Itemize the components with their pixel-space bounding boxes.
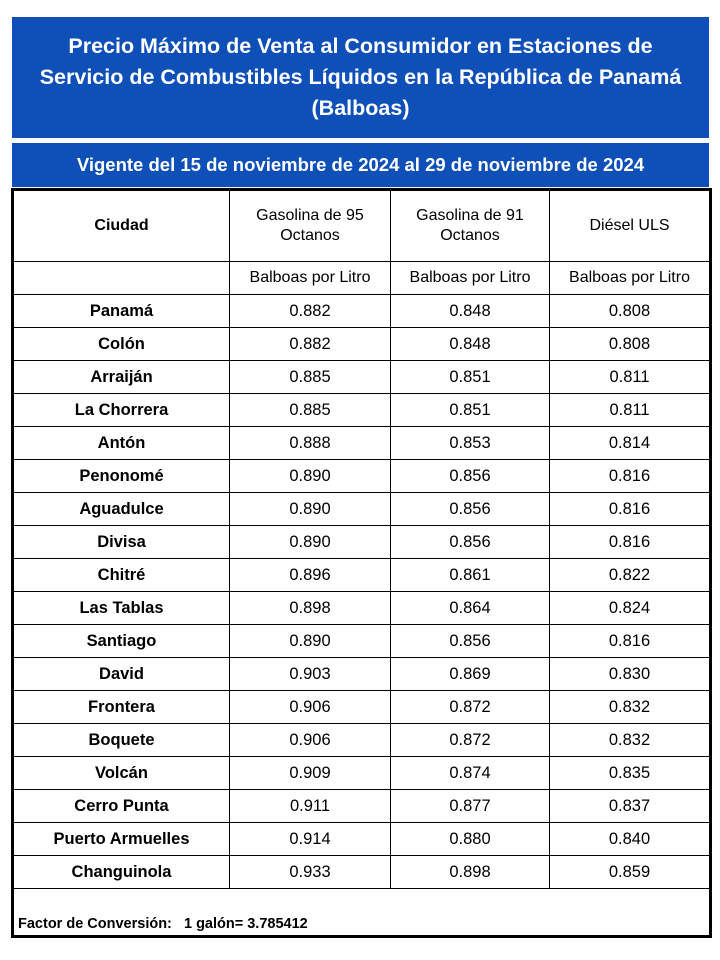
city-cell: Aguadulce [13, 493, 230, 526]
price-cell-diesel: 0.811 [550, 361, 711, 394]
table-body [13, 295, 711, 937]
price-cell-gas95: 0.890 [230, 625, 391, 658]
column-header-city: Ciudad [13, 190, 230, 262]
table-row [13, 757, 711, 790]
table-row [13, 295, 711, 328]
column-header-diesel: Diésel ULS [550, 190, 711, 262]
city-cell: Panamá [13, 295, 230, 328]
table-row [13, 559, 711, 592]
price-cell-diesel: 0.840 [550, 823, 711, 856]
price-cell-diesel: 0.837 [550, 790, 711, 823]
price-cell-gas91: 0.880 [391, 823, 550, 856]
price-cell-diesel: 0.822 [550, 559, 711, 592]
price-cell-diesel: 0.859 [550, 856, 711, 889]
price-cell-diesel: 0.832 [550, 691, 711, 724]
price-cell-gas91: 0.848 [391, 328, 550, 361]
price-cell-gas91: 0.856 [391, 625, 550, 658]
price-cell-gas91: 0.869 [391, 658, 550, 691]
city-cell: Colón [13, 328, 230, 361]
table-row [13, 328, 711, 361]
price-cell-gas95: 0.906 [230, 724, 391, 757]
price-cell-gas91: 0.856 [391, 460, 550, 493]
price-cell-gas91: 0.851 [391, 361, 550, 394]
price-cell-gas95: 0.882 [230, 295, 391, 328]
city-cell: Puerto Armuelles [13, 823, 230, 856]
table-row [13, 361, 711, 394]
price-cell-gas91: 0.872 [391, 724, 550, 757]
table-units-row [13, 262, 711, 295]
title-banner [12, 17, 709, 138]
price-cell-gas95: 0.906 [230, 691, 391, 724]
price-cell-diesel: 0.816 [550, 460, 711, 493]
validity-period: Vigente del 15 de noviembre de 2024 al 29 de noviembre de 2024 [76, 154, 645, 175]
table-row [13, 823, 711, 856]
column-header-gas95: Gasolina de 95 Octanos [230, 190, 391, 262]
price-cell-diesel: 0.832 [550, 724, 711, 757]
price-cell-gas95: 0.888 [230, 427, 391, 460]
price-cell-gas95: 0.885 [230, 394, 391, 427]
price-cell-diesel: 0.824 [550, 592, 711, 625]
price-cell-gas95: 0.890 [230, 460, 391, 493]
city-cell: Penonomé [13, 460, 230, 493]
price-cell-gas95: 0.882 [230, 328, 391, 361]
price-cell-gas95: 0.911 [230, 790, 391, 823]
price-cell-gas91: 0.861 [391, 559, 550, 592]
city-cell: Chitré [13, 559, 230, 592]
price-cell-gas91: 0.851 [391, 394, 550, 427]
price-table-container [11, 188, 709, 938]
price-cell-diesel: 0.811 [550, 394, 711, 427]
price-cell-gas91: 0.853 [391, 427, 550, 460]
price-cell-gas91: 0.877 [391, 790, 550, 823]
table-row [13, 724, 711, 757]
city-cell: Frontera [13, 691, 230, 724]
price-cell-diesel: 0.835 [550, 757, 711, 790]
price-cell-diesel: 0.808 [550, 295, 711, 328]
price-cell-gas91: 0.872 [391, 691, 550, 724]
unit-cell-gas91: Balboas por Litro [391, 262, 550, 295]
table-row [13, 625, 711, 658]
price-cell-gas91: 0.848 [391, 295, 550, 328]
footer-spacer-cell [13, 889, 711, 907]
price-cell-gas91: 0.856 [391, 493, 550, 526]
price-cell-gas91: 0.864 [391, 592, 550, 625]
conversion-factor-note: Factor de Conversión: 1 galón= 3.785412 [13, 907, 711, 937]
price-cell-gas95: 0.885 [230, 361, 391, 394]
city-cell: Divisa [13, 526, 230, 559]
city-cell: Cerro Punta [13, 790, 230, 823]
price-cell-gas95: 0.890 [230, 526, 391, 559]
price-cell-gas91: 0.874 [391, 757, 550, 790]
price-cell-gas95: 0.898 [230, 592, 391, 625]
price-cell-gas95: 0.914 [230, 823, 391, 856]
price-cell-gas91: 0.898 [391, 856, 550, 889]
price-cell-gas95: 0.909 [230, 757, 391, 790]
table-row [13, 526, 711, 559]
unit-cell-gas95: Balboas por Litro [230, 262, 391, 295]
price-cell-diesel: 0.830 [550, 658, 711, 691]
price-cell-gas95: 0.903 [230, 658, 391, 691]
unit-cell-city [13, 262, 230, 295]
price-cell-gas95: 0.933 [230, 856, 391, 889]
table-row [13, 790, 711, 823]
table-row [13, 592, 711, 625]
city-cell: Volcán [13, 757, 230, 790]
unit-cell-diesel: Balboas por Litro [550, 262, 711, 295]
city-cell: Antón [13, 427, 230, 460]
price-cell-diesel: 0.816 [550, 625, 711, 658]
city-cell: La Chorrera [13, 394, 230, 427]
table-row [13, 493, 711, 526]
city-cell: Changuinola [13, 856, 230, 889]
validity-banner [12, 143, 709, 187]
price-cell-diesel: 0.808 [550, 328, 711, 361]
city-cell: Boquete [13, 724, 230, 757]
price-cell-diesel: 0.816 [550, 526, 711, 559]
table-row [13, 658, 711, 691]
price-cell-diesel: 0.814 [550, 427, 711, 460]
city-cell: Las Tablas [13, 592, 230, 625]
table-row [13, 427, 711, 460]
price-cell-gas95: 0.896 [230, 559, 391, 592]
footer-spacer [13, 889, 711, 907]
footer-row [13, 907, 711, 937]
price-table [11, 188, 712, 938]
city-cell: Arraiján [13, 361, 230, 394]
price-cell-gas95: 0.890 [230, 493, 391, 526]
table-row [13, 460, 711, 493]
page-title: Precio Máximo de Venta al Consumidor en Estaciones de Servicio de Combustibles Líquidos en la República de Panamá (Balboas) [39, 34, 682, 120]
table-row [13, 856, 711, 889]
column-header-gas91: Gasolina de 91 Octanos [391, 190, 550, 262]
city-cell: David [13, 658, 230, 691]
price-cell-diesel: 0.816 [550, 493, 711, 526]
table-row [13, 394, 711, 427]
city-cell: Santiago [13, 625, 230, 658]
price-cell-gas91: 0.856 [391, 526, 550, 559]
table-header-row [13, 190, 711, 262]
table-row [13, 691, 711, 724]
